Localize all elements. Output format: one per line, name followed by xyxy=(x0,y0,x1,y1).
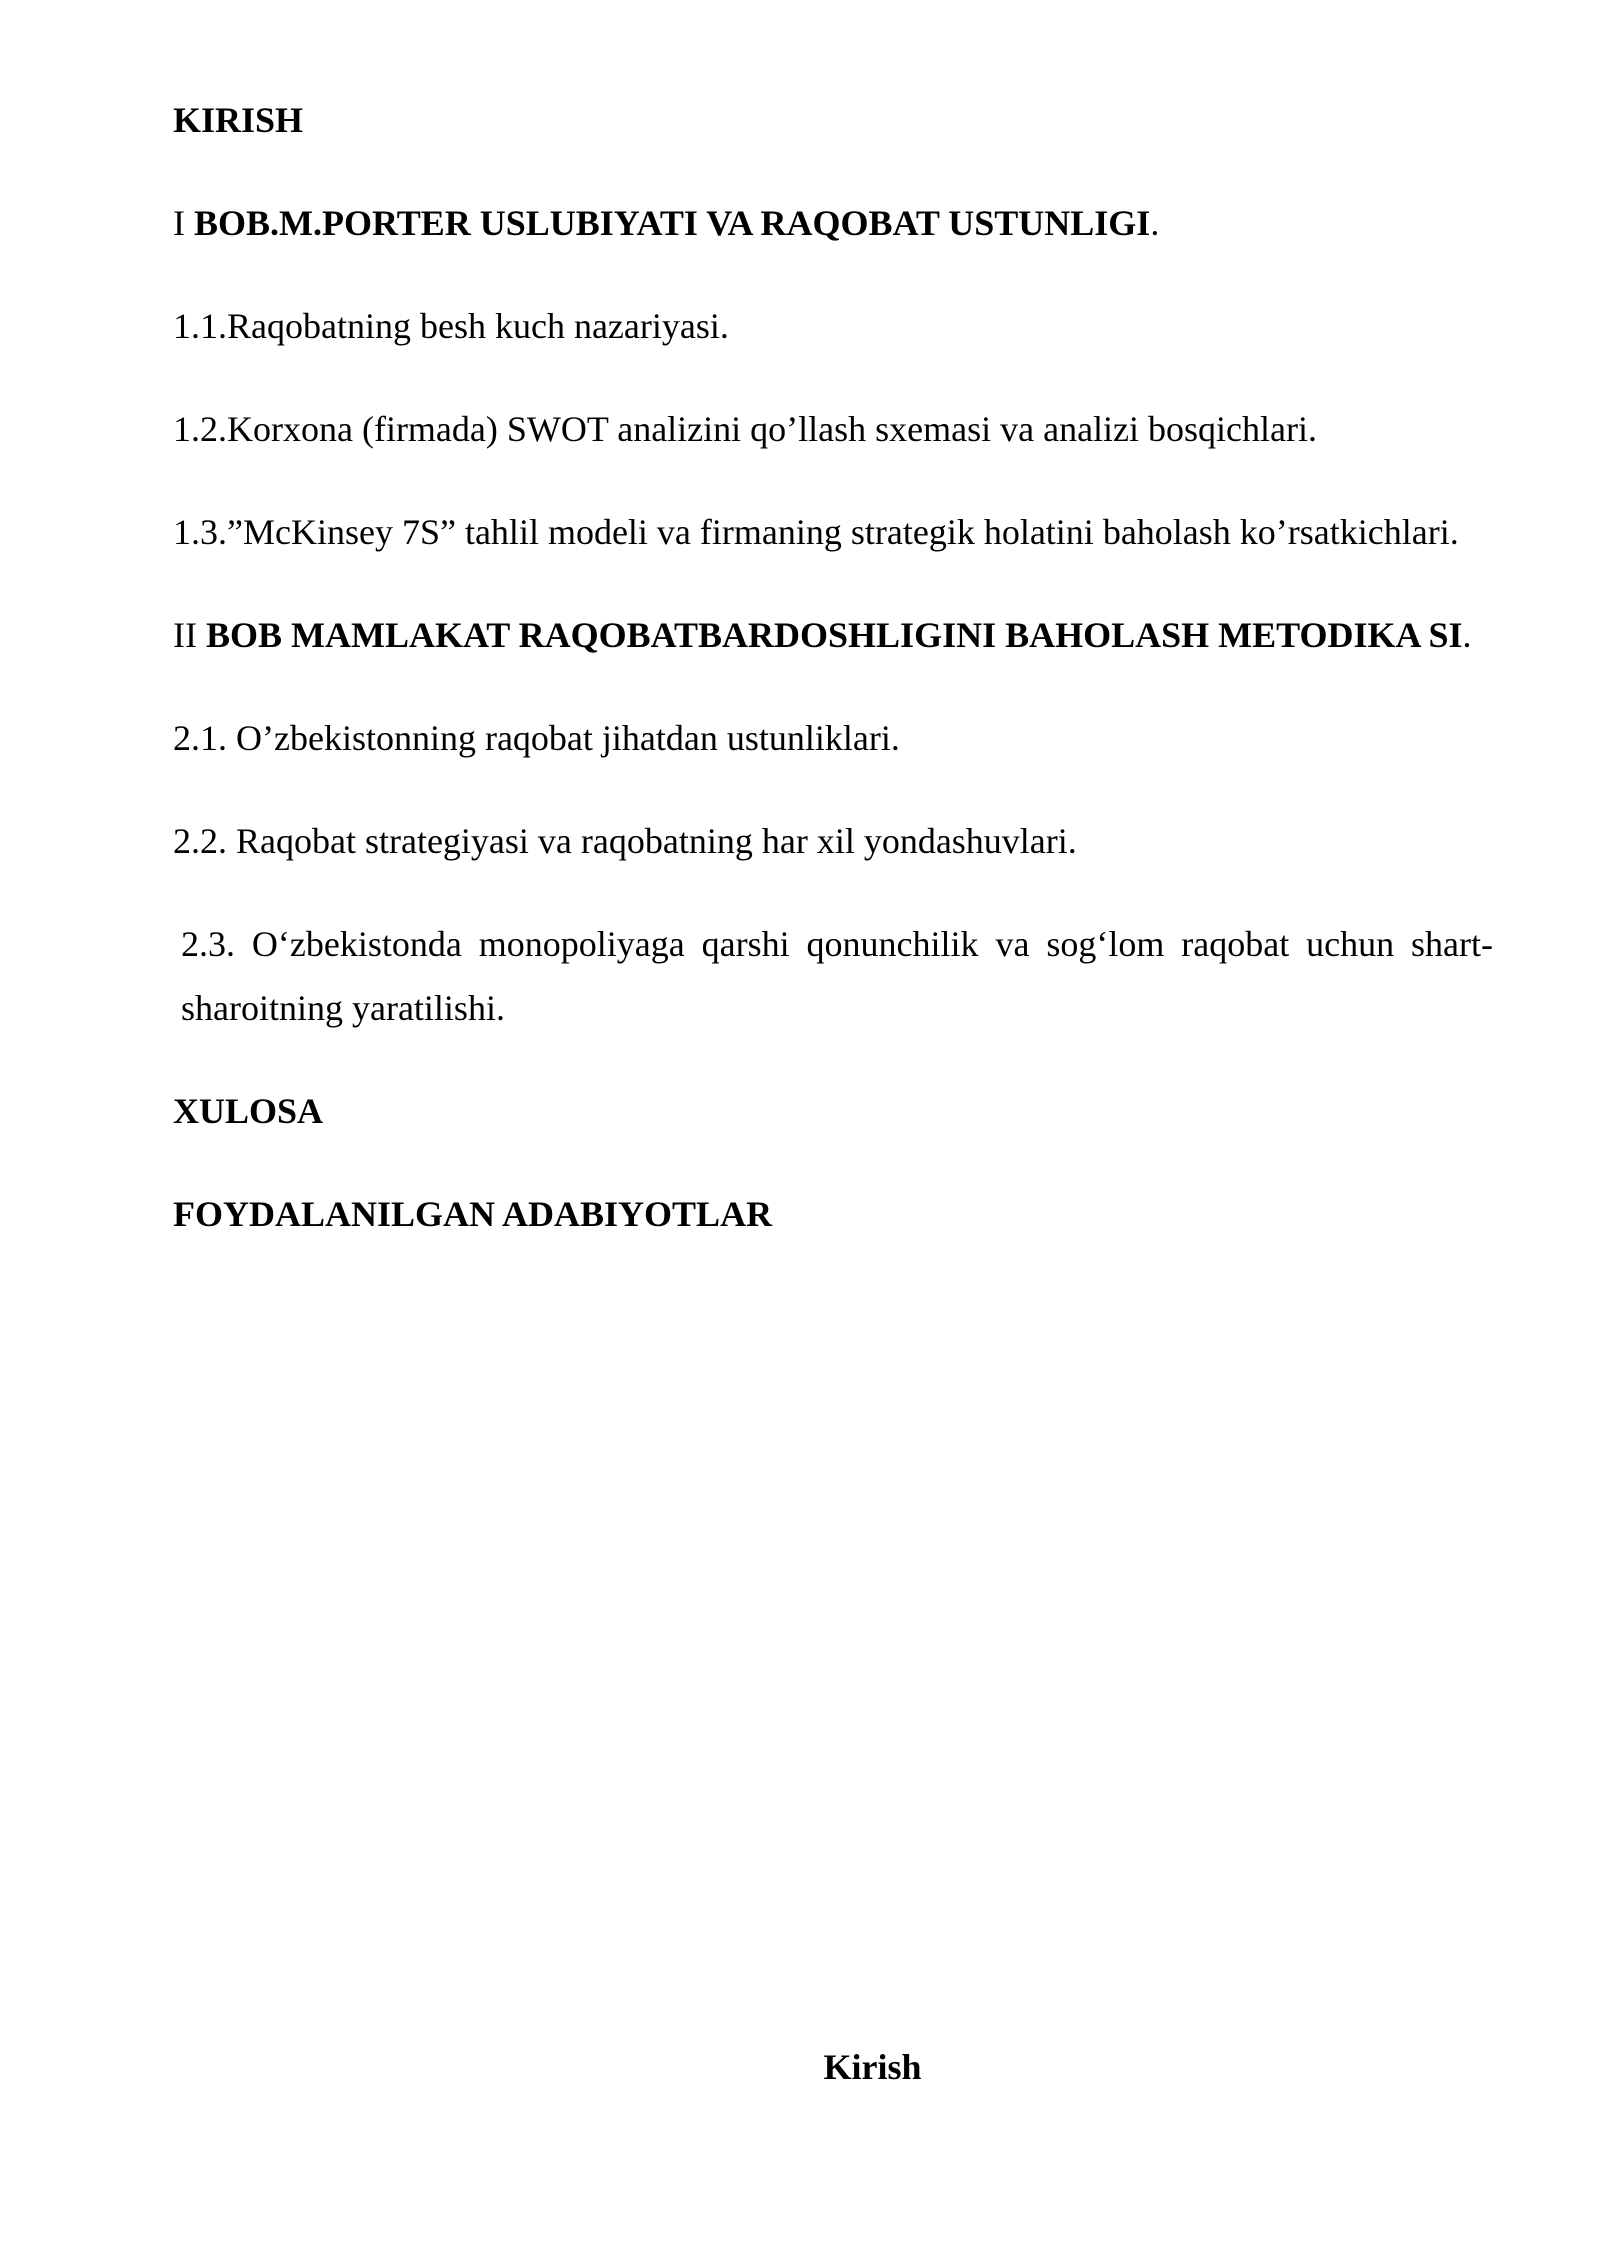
toc-item-2-3: 2.3. O‘zbekistonda monopoliyaga qarshi qonunchilik va sog‘lom raqobat uchun shart-sharoitning yaratilishi. xyxy=(181,924,1493,1028)
table-of-contents xyxy=(173,88,1493,1285)
toc-item-2-1: 2.1. O’zbekistonning raqobat jihatdan ustunliklari. xyxy=(173,718,900,758)
chapter-1-roman: I xyxy=(173,203,185,243)
toc-kirish: KIRISH xyxy=(173,100,304,140)
toc-item-1-3: 1.3.”McKinsey 7S” tahlil modeli va firmaning strategik holatini baholash ko’rsatkichlari. xyxy=(173,512,1459,552)
section-heading-kirish: Kirish xyxy=(823,2047,922,2087)
toc-item-1-1: 1.1.Raqobatning besh kuch nazariyasi. xyxy=(173,306,729,346)
chapter-2-title: BOB MAMLAKAT RAQOBATBARDOSHLIGINI BAHOLASH METODIKA SI xyxy=(205,615,1463,655)
toc-xulosa: XULOSA xyxy=(173,1091,324,1131)
toc-chapter-2 xyxy=(173,603,1493,667)
toc-chapter-1 xyxy=(173,191,1493,255)
toc-adabiyotlar: FOYDALANILGAN ADABIYOTLAR xyxy=(173,1194,773,1234)
chapter-2-period: . xyxy=(1462,615,1472,655)
toc-item-2-2: 2.2. Raqobat strategiyasi va raqobatning har xil yondashuvlari. xyxy=(173,821,1077,861)
chapter-1-period: . xyxy=(1150,203,1160,243)
toc-item-1-2: 1.2.Korxona (firmada) SWOT analizini qo’llash sxemasi va analizi bosqichlari. xyxy=(173,409,1318,449)
chapter-1-title: BOB.M.PORTER USLUBIYATI VA RAQOBAT USTUNLIGI xyxy=(194,203,1151,243)
chapter-2-roman: II xyxy=(173,615,197,655)
